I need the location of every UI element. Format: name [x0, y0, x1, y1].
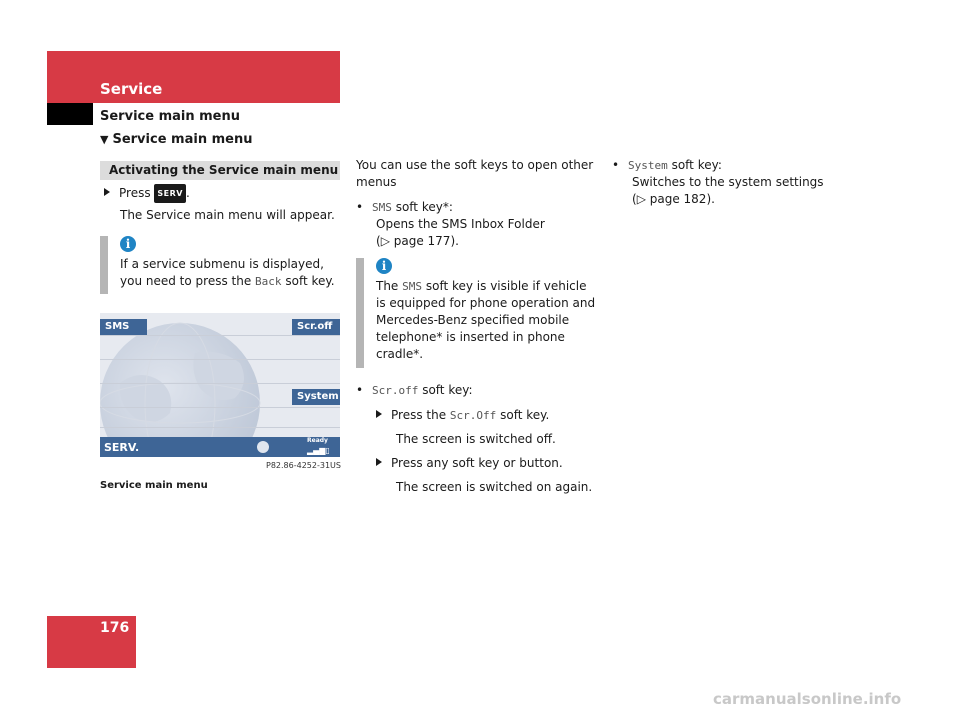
info-note-1-text: If a service submenu is displayed, you need to press the Back soft key. — [120, 257, 335, 288]
satellite-icon — [257, 441, 269, 453]
page-number: 176 — [100, 620, 130, 636]
section-heading: ▼ Service main menu — [100, 132, 253, 147]
triangle-down-icon: ▼ — [100, 133, 109, 146]
system-softkey[interactable]: System — [292, 389, 340, 405]
sms-softkey[interactable]: SMS — [100, 319, 147, 335]
page-ref-arrow-icon: ▷ — [636, 192, 646, 206]
softkeys-intro: You can use the soft keys to open other menus — [356, 158, 594, 189]
figure-caption: Service main menu — [100, 480, 208, 491]
info-note-1 — [100, 236, 340, 294]
bullet-icon: • — [612, 158, 620, 172]
activating-box-title: Activating the Service main menu — [100, 161, 340, 180]
system-softkey-item: • System soft key: Switches to the system settings (▷ page 182). — [612, 158, 824, 206]
scroff-step-2: Press any soft key or button. — [376, 455, 596, 472]
scroff-step-1: Press the Scr.Off soft key. — [376, 407, 596, 424]
signal-icon: ▂▄▆▯ — [307, 446, 330, 455]
sms-softkey-item: • SMS soft key*: Opens the SMS Inbox Folder (▷ page 177). — [356, 200, 545, 248]
subsection-title: Service main menu — [100, 109, 240, 124]
service-screen-image — [100, 313, 340, 457]
bullet-icon: • — [356, 383, 364, 397]
serv-key-icon: SERV — [154, 184, 186, 203]
section-title: Service — [100, 80, 163, 98]
watermark: carmanualsonline.info — [713, 690, 902, 708]
info-icon: i — [376, 258, 392, 274]
status-label: SERV. — [104, 441, 140, 454]
info-icon: i — [120, 236, 136, 252]
status-bar — [100, 437, 340, 457]
scroff-softkey[interactable]: Scr.off — [292, 319, 340, 335]
header-marker — [47, 103, 93, 125]
image-code: P82.86-4252-31US — [266, 461, 341, 470]
info-note-2-text: The SMS soft key is visible if vehicle is equipped for phone operation and Mercedes-Benz specified mobile telephone* is inserted in phone cradle*. — [376, 279, 596, 361]
press-step: Press SERV . — [104, 184, 340, 203]
scroff-step-2-result: The screen is switched on again. — [396, 480, 593, 494]
scroff-step-1-result: The screen is switched off. — [396, 432, 556, 446]
header-band — [47, 51, 340, 103]
bullet-icon: • — [356, 200, 364, 214]
arrow-bullet-icon — [376, 458, 382, 466]
press-step-result: The Service main menu will appear. — [120, 208, 335, 222]
arrow-bullet-icon — [376, 410, 382, 418]
ready-label: Ready — [307, 437, 328, 444]
info-note-2 — [356, 258, 596, 368]
arrow-bullet-icon — [104, 188, 110, 196]
page-ref-arrow-icon: ▷ — [380, 234, 390, 248]
scroff-softkey-item: • Scr.off soft key: — [356, 383, 473, 397]
